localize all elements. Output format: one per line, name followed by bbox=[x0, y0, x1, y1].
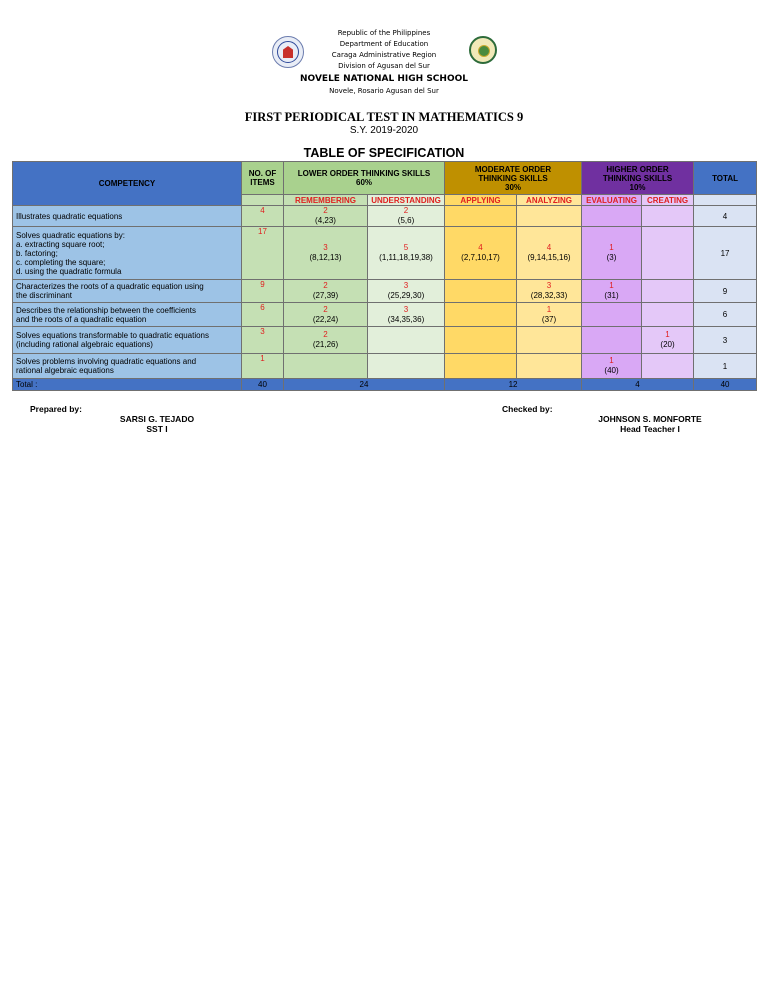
competency-text: Illustrates quadratic equations bbox=[16, 211, 123, 221]
header-text: MODERATE ORDER bbox=[474, 164, 552, 174]
analyzing-cell bbox=[517, 327, 582, 354]
understanding-cell bbox=[368, 280, 445, 303]
item-numbers: (2,7,10,17) bbox=[461, 253, 500, 262]
header-total: TOTAL bbox=[694, 162, 757, 195]
item-count: 2 bbox=[323, 330, 328, 339]
item-count: 4 bbox=[546, 243, 552, 252]
item-count: 1 bbox=[609, 356, 614, 365]
table-row bbox=[13, 280, 757, 303]
competency-text: Describes the relationship between the coefficients bbox=[16, 305, 196, 315]
competency-text: d. using the quadratic formula bbox=[16, 266, 122, 276]
item-numbers: (3) bbox=[606, 253, 617, 262]
items-cell: 1 bbox=[242, 354, 284, 379]
items-cell: 3 bbox=[242, 327, 284, 354]
competency-text: and the roots of a quadratic equation bbox=[16, 314, 147, 324]
evaluating-cell bbox=[582, 206, 642, 227]
item-count: 2 bbox=[323, 281, 328, 290]
competency-text: (including rational algebraic equations) bbox=[16, 340, 153, 349]
header-text: HIGHER ORDER bbox=[606, 164, 669, 174]
header-hots bbox=[582, 162, 694, 195]
applying-cell bbox=[445, 280, 517, 303]
item-count: 1 bbox=[609, 281, 614, 290]
understanding-cell bbox=[368, 206, 445, 227]
total-mots: 12 bbox=[445, 379, 582, 391]
item-count: 4 bbox=[478, 243, 483, 252]
creating-cell bbox=[642, 206, 694, 227]
item-count: 2 bbox=[403, 206, 409, 215]
header-competency: COMPETENCY bbox=[13, 162, 242, 206]
item-numbers: (22,24) bbox=[312, 314, 339, 324]
header-text: ITEMS bbox=[250, 178, 275, 187]
subheader-creating: CREATING bbox=[642, 195, 694, 206]
table-row bbox=[13, 227, 757, 280]
evaluating-cell bbox=[582, 227, 642, 280]
header-text: 60% bbox=[356, 178, 373, 187]
subheader-blank bbox=[694, 195, 757, 206]
analyzing-cell bbox=[517, 206, 582, 227]
remembering-cell bbox=[284, 354, 368, 379]
row-total: 9 bbox=[694, 280, 757, 303]
row-total: 3 bbox=[694, 327, 757, 354]
evaluating-cell bbox=[582, 354, 642, 379]
remembering-cell bbox=[284, 327, 368, 354]
subheader-blank bbox=[242, 195, 284, 206]
competency-text: rational algebraic equations bbox=[16, 366, 114, 375]
competency-text: Solves quadratic equations by: bbox=[16, 230, 125, 240]
school-year: S.Y. 2019-2020 bbox=[349, 125, 419, 136]
header-lots bbox=[284, 162, 445, 195]
item-numbers: (37) bbox=[541, 314, 557, 324]
creating-cell bbox=[642, 327, 694, 354]
header-text: THINKING SKILLS bbox=[602, 173, 673, 183]
competency-text: b. factoring; bbox=[16, 248, 58, 258]
table-title: TABLE OF SPECIFICATION bbox=[303, 146, 465, 160]
subheader-applying: APPLYING bbox=[445, 195, 517, 206]
item-count: 1 bbox=[665, 330, 670, 339]
grand-total: 40 bbox=[694, 379, 757, 391]
competency-text: Solves problems involving quadratic equations and bbox=[16, 357, 197, 366]
competency-cell bbox=[13, 206, 242, 227]
letterhead-line: Caraga Administrative Region bbox=[331, 51, 437, 59]
item-count: 3 bbox=[546, 281, 552, 290]
row-total: 6 bbox=[694, 303, 757, 327]
letterhead-line: Republic of the Philippines bbox=[337, 29, 431, 37]
item-count: 2 bbox=[323, 206, 328, 215]
subheader-analyzing: ANALYZING bbox=[517, 195, 582, 206]
understanding-cell bbox=[368, 227, 445, 280]
creating-cell bbox=[642, 227, 694, 280]
item-numbers: (31) bbox=[604, 291, 619, 300]
checker-name: JOHNSON S. MONFORTE bbox=[598, 414, 702, 424]
remembering-cell bbox=[284, 227, 368, 280]
competency-cell bbox=[13, 280, 242, 303]
competency-text: Characterizes the roots of a quadratic equation using bbox=[16, 282, 204, 291]
competency-text: c. completing the square; bbox=[16, 257, 106, 267]
evaluating-cell bbox=[582, 327, 642, 354]
remembering-cell bbox=[284, 280, 368, 303]
item-numbers: (34,35,36) bbox=[387, 314, 425, 324]
item-count: 1 bbox=[546, 304, 552, 314]
prepared-by-label: Prepared by: bbox=[30, 404, 82, 414]
row-total: 4 bbox=[694, 206, 757, 227]
applying-cell bbox=[445, 354, 517, 379]
items-cell: 9 bbox=[242, 280, 284, 303]
school-address: Novele, Rosario Agusan del Sur bbox=[329, 87, 439, 95]
table-row bbox=[13, 206, 757, 227]
header-text: LOWER ORDER THINKING SKILLS bbox=[297, 169, 431, 178]
preparer-title: SST I bbox=[146, 424, 168, 434]
competency-cell bbox=[13, 327, 242, 354]
checker-title: Head Teacher I bbox=[620, 424, 680, 434]
header-text: 10% bbox=[629, 182, 646, 192]
specification-table bbox=[12, 161, 757, 391]
creating-cell bbox=[642, 354, 694, 379]
competency-text: the discriminant bbox=[16, 291, 73, 300]
competency-cell bbox=[13, 303, 242, 327]
item-numbers: (21,26) bbox=[312, 340, 339, 349]
header-mots bbox=[445, 162, 582, 195]
header-no-of-items bbox=[242, 162, 284, 195]
items-cell: 17 bbox=[242, 227, 284, 280]
understanding-cell bbox=[368, 303, 445, 327]
preparer-name: SARSI G. TEJADO bbox=[119, 414, 195, 424]
remembering-cell bbox=[284, 303, 368, 327]
letterhead-line: Department of Education bbox=[339, 40, 429, 48]
competency-cell bbox=[13, 227, 242, 280]
item-numbers: (4,23) bbox=[315, 216, 336, 225]
item-numbers: (1,11,18,19,38) bbox=[379, 253, 433, 262]
item-numbers: (8,12,13) bbox=[309, 253, 342, 262]
subheader-understanding: UNDERSTANDING bbox=[368, 195, 445, 206]
letterhead-line: Division of Agusan del Sur bbox=[338, 62, 430, 70]
item-numbers: (40) bbox=[604, 366, 619, 375]
header-text: THINKING SKILLS bbox=[478, 173, 548, 183]
school-name: NOVELE NATIONAL HIGH SCHOOL bbox=[300, 74, 468, 84]
total-hots: 4 bbox=[582, 379, 694, 391]
analyzing-cell bbox=[517, 280, 582, 303]
item-numbers: (25,29,30) bbox=[387, 291, 425, 300]
item-numbers: (20) bbox=[660, 340, 675, 349]
evaluating-cell bbox=[582, 303, 642, 327]
checked-by-label: Checked by: bbox=[502, 404, 553, 414]
header-text: 30% bbox=[505, 182, 522, 192]
item-numbers: (5,6) bbox=[397, 216, 415, 225]
item-numbers: (28,32,33) bbox=[530, 291, 568, 300]
applying-cell bbox=[445, 227, 517, 280]
item-count: 1 bbox=[609, 243, 614, 252]
item-count: 3 bbox=[403, 281, 409, 290]
creating-cell bbox=[642, 303, 694, 327]
letterhead bbox=[0, 28, 768, 96]
item-numbers: (27,39) bbox=[312, 291, 339, 300]
competency-cell bbox=[13, 354, 242, 379]
total-lots: 24 bbox=[284, 379, 445, 391]
competency-text: Solves equations transformable to quadratic equations bbox=[16, 331, 210, 340]
item-count: 5 bbox=[403, 243, 409, 252]
row-total: 17 bbox=[694, 227, 757, 280]
table-row bbox=[13, 303, 757, 327]
item-count: 3 bbox=[403, 304, 409, 314]
row-total: 1 bbox=[694, 354, 757, 379]
preparer-block bbox=[97, 414, 217, 434]
item-count: 3 bbox=[323, 243, 328, 252]
items-cell: 4 bbox=[242, 206, 284, 227]
applying-cell bbox=[445, 206, 517, 227]
total-items: 40 bbox=[242, 379, 284, 391]
competency-text: a. extracting square root; bbox=[16, 239, 105, 249]
checker-block bbox=[580, 414, 720, 434]
analyzing-cell bbox=[517, 354, 582, 379]
item-numbers: (9,14,15,16) bbox=[527, 253, 571, 262]
total-row bbox=[13, 379, 757, 391]
remembering-cell bbox=[284, 206, 368, 227]
applying-cell bbox=[445, 303, 517, 327]
item-count: 2 bbox=[323, 304, 328, 314]
items-cell: 6 bbox=[242, 303, 284, 327]
subheader-evaluating: EVALUATING bbox=[582, 195, 642, 206]
header-row bbox=[13, 162, 757, 195]
understanding-cell bbox=[368, 354, 445, 379]
understanding-cell bbox=[368, 327, 445, 354]
applying-cell bbox=[445, 327, 517, 354]
table-row bbox=[13, 327, 757, 354]
creating-cell bbox=[642, 280, 694, 303]
table-row bbox=[13, 354, 757, 379]
header-text: NO. OF bbox=[248, 169, 277, 178]
analyzing-cell bbox=[517, 227, 582, 280]
test-title: FIRST PERIODICAL TEST IN MATHEMATICS 9 bbox=[244, 110, 524, 124]
analyzing-cell bbox=[517, 303, 582, 327]
total-label: Total : bbox=[13, 379, 242, 391]
evaluating-cell bbox=[582, 280, 642, 303]
subheader-remembering: REMEMBERING bbox=[284, 195, 368, 206]
